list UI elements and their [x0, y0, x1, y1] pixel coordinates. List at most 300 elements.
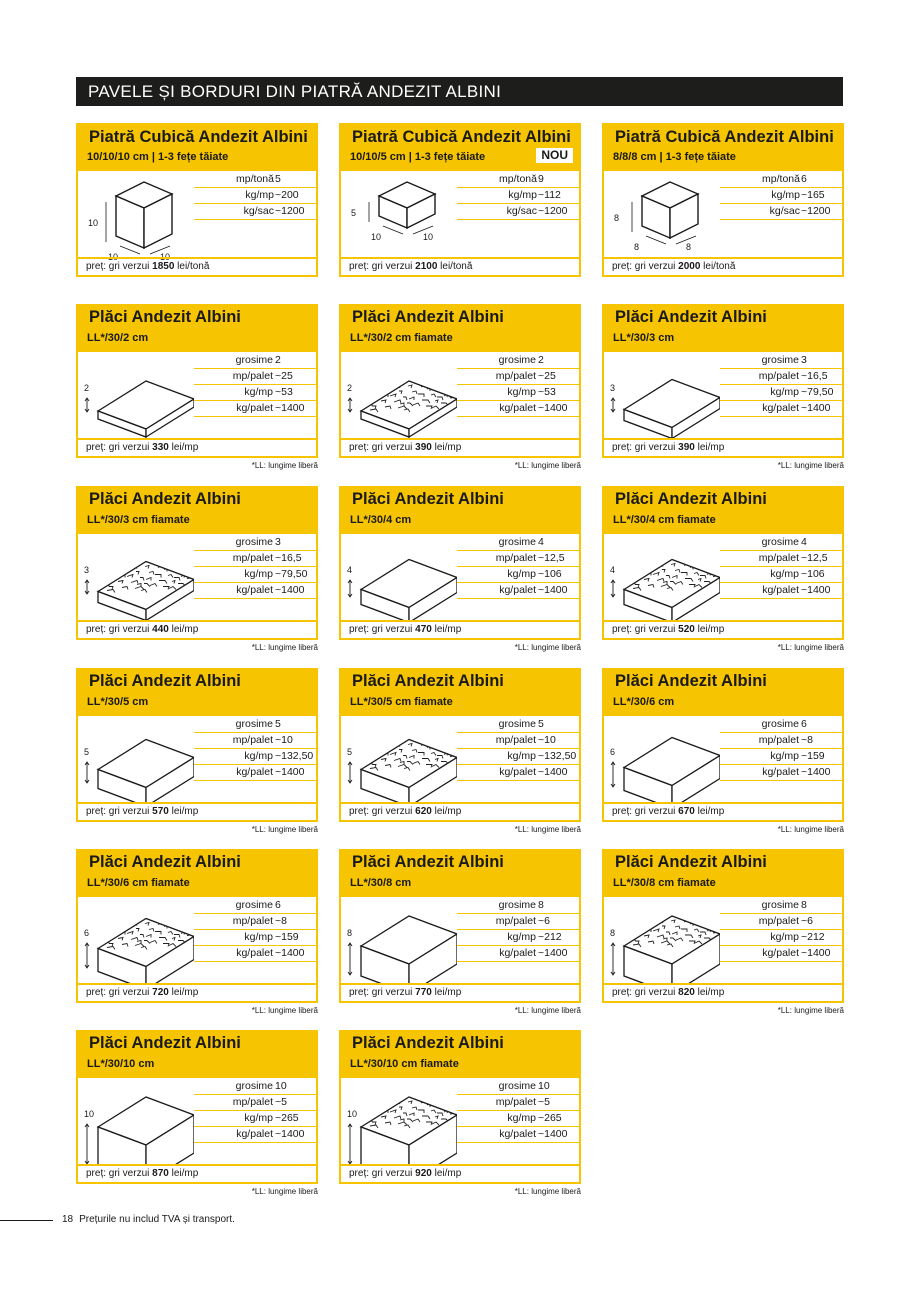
product-subtitle: 10/10/5 cm | 1-3 fețe tăiate	[350, 151, 486, 163]
dimension-height: 8	[614, 213, 620, 223]
spec-value: ~1400	[275, 766, 305, 778]
price-prefix: preț: gri verzui	[349, 806, 413, 817]
slab-drawing	[608, 353, 720, 439]
spec-value: 5	[275, 173, 281, 185]
lungime-libera-note: *LL: lungime liberă	[251, 1187, 318, 1196]
price-line	[78, 438, 316, 456]
product-title: Plăci Andezit Albini	[615, 490, 767, 508]
spec-row	[720, 535, 844, 551]
price-line	[78, 257, 316, 275]
spec-row	[720, 898, 844, 914]
price-prefix: preț: gri verzui	[349, 987, 413, 998]
textured-slab-drawing	[345, 717, 457, 803]
section-header: PAVELE ȘI BORDURI DIN PIATRĂ ANDEZIT ALBINI	[76, 77, 843, 106]
dimension-width: 10	[423, 232, 434, 242]
thickness-label: 6	[610, 747, 616, 757]
spec-row	[194, 1111, 318, 1127]
spec-row	[720, 385, 844, 401]
spec-row	[720, 749, 844, 765]
spec-value: ~1400	[538, 766, 568, 778]
spec-value: 3	[801, 354, 807, 366]
product-title: Plăci Andezit Albini	[89, 853, 241, 871]
spec-value: ~10	[275, 734, 293, 746]
spec-row	[720, 930, 844, 946]
spec-row	[194, 353, 318, 369]
spec-value: ~8	[801, 734, 813, 746]
thickness-label: 6	[84, 928, 90, 938]
spec-label: mp/palet	[758, 552, 799, 564]
thickness-label: 3	[84, 565, 90, 575]
lungime-libera-note: *LL: lungime liberă	[251, 1006, 318, 1015]
lungime-libera-note: *LL: lungime liberă	[777, 825, 844, 834]
card-header	[604, 851, 842, 897]
product-card	[76, 123, 318, 277]
spec-list	[720, 717, 844, 781]
price-value: 870	[152, 1168, 169, 1179]
price-prefix: preț: gri verzui	[612, 624, 676, 635]
spec-row	[720, 717, 844, 733]
dimension-width: 8	[686, 242, 692, 252]
product-subtitle: LL*/30/6 cm fiamate	[87, 877, 190, 889]
spec-value: 8	[801, 899, 807, 911]
spec-list	[720, 535, 844, 599]
spec-value: ~1400	[801, 766, 831, 778]
thickness-label: 3	[610, 383, 616, 393]
spec-row	[194, 385, 318, 401]
price-value: 770	[415, 987, 432, 998]
spec-list	[457, 898, 581, 962]
price-prefix: preț: gri verzui	[349, 442, 413, 453]
card-header	[604, 670, 842, 716]
spec-row	[720, 551, 844, 567]
product-title: Plăci Andezit Albini	[89, 490, 241, 508]
price-unit: lei/mp	[171, 442, 199, 453]
product-illustration	[82, 898, 194, 984]
product-card	[76, 304, 318, 458]
spec-row	[457, 733, 581, 749]
spec-value: ~159	[801, 750, 825, 762]
product-title: Plăci Andezit Albini	[352, 1034, 504, 1052]
card-header	[341, 125, 579, 171]
dimension-length: 8	[634, 242, 640, 252]
price-prefix: preț: gri verzui	[86, 806, 150, 817]
price-line	[341, 802, 579, 820]
price-unit: lei/tonă	[177, 261, 210, 272]
dimension-length: 10	[371, 232, 382, 242]
card-header	[341, 851, 579, 897]
spec-label: kg/palet	[236, 584, 273, 596]
spec-row	[457, 1111, 581, 1127]
price-unit: lei/mp	[697, 442, 725, 453]
spec-label: grosime	[235, 536, 273, 548]
spec-label: kg/palet	[236, 1128, 273, 1140]
spec-value: ~8	[275, 915, 287, 927]
spec-label: mp/tonă	[236, 173, 274, 185]
spec-list	[194, 1079, 318, 1143]
spec-label: grosime	[498, 354, 536, 366]
spec-value: ~106	[801, 568, 825, 580]
spec-value: ~5	[538, 1096, 550, 1108]
spec-row	[457, 535, 581, 551]
spec-label: kg/palet	[499, 947, 536, 959]
price-line	[604, 620, 842, 638]
spec-label: mp/palet	[232, 370, 273, 382]
price-unit: lei/mp	[171, 624, 199, 635]
price-unit: lei/mp	[434, 624, 462, 635]
product-illustration	[82, 1079, 194, 1165]
spec-label: mp/tonă	[762, 173, 800, 185]
spec-list	[457, 172, 581, 220]
spec-label: kg/palet	[762, 766, 799, 778]
spec-value: 4	[801, 536, 807, 548]
lungime-libera-note: *LL: lungime liberă	[514, 825, 581, 834]
textured-slab-drawing	[82, 535, 194, 621]
product-illustration	[82, 172, 194, 262]
spec-label: kg/mp	[507, 931, 536, 943]
price-prefix: preț: gri verzui	[612, 987, 676, 998]
price-value: 820	[678, 987, 695, 998]
spec-row	[194, 204, 318, 220]
product-title: Plăci Andezit Albini	[89, 308, 241, 326]
spec-value: ~1400	[538, 947, 568, 959]
price-unit: lei/mp	[171, 987, 199, 998]
product-illustration	[608, 535, 720, 621]
spec-list	[457, 717, 581, 781]
price-prefix: preț: gri verzui	[349, 624, 413, 635]
spec-row	[194, 172, 318, 188]
product-title: Plăci Andezit Albini	[352, 853, 504, 871]
price-line	[604, 257, 842, 275]
spec-label: kg/mp	[507, 750, 536, 762]
spec-row	[457, 204, 581, 220]
spec-row	[194, 733, 318, 749]
price-unit: lei/mp	[434, 1168, 462, 1179]
lungime-libera-note: *LL: lungime liberă	[514, 1187, 581, 1196]
spec-value: ~25	[538, 370, 556, 382]
spec-label: grosime	[761, 899, 799, 911]
spec-list	[194, 353, 318, 417]
card-header	[341, 306, 579, 352]
card-header	[341, 1032, 579, 1078]
price-value: 670	[678, 806, 695, 817]
price-value: 440	[152, 624, 169, 635]
spec-value: ~1400	[801, 584, 831, 596]
product-illustration	[345, 898, 457, 984]
price-unit: lei/mp	[697, 624, 725, 635]
spec-list	[457, 353, 581, 417]
spec-row	[457, 765, 581, 781]
product-illustration	[608, 898, 720, 984]
product-subtitle: 8/8/8 cm | 1-3 fețe tăiate	[613, 151, 736, 163]
spec-value: ~1400	[801, 947, 831, 959]
spec-row	[457, 1095, 581, 1111]
price-value: 390	[415, 442, 432, 453]
spec-value: ~79,50	[801, 386, 834, 398]
spec-value: ~132,50	[275, 750, 314, 762]
lungime-libera-note: *LL: lungime liberă	[514, 643, 581, 652]
spec-row	[457, 946, 581, 962]
price-prefix: preț: gri verzui	[86, 1168, 150, 1179]
spec-label: kg/mp	[244, 386, 273, 398]
product-title: Piatră Cubică Andezit Albini	[352, 128, 571, 146]
product-card	[339, 849, 581, 1003]
spec-value: ~25	[275, 370, 293, 382]
product-illustration	[82, 717, 194, 803]
spec-list	[194, 535, 318, 599]
spec-label: kg/palet	[499, 584, 536, 596]
product-title: Plăci Andezit Albini	[89, 1034, 241, 1052]
spec-row	[457, 583, 581, 599]
thickness-label: 8	[347, 928, 353, 938]
price-line	[341, 983, 579, 1001]
spec-row	[457, 914, 581, 930]
card-header	[78, 488, 316, 534]
spec-label: mp/palet	[232, 1096, 273, 1108]
spec-row	[720, 369, 844, 385]
thickness-label: 5	[84, 747, 90, 757]
price-value: 2000	[678, 261, 701, 272]
spec-row	[720, 172, 844, 188]
slab-drawing	[82, 1079, 194, 1165]
spec-value: ~1400	[275, 584, 305, 596]
product-subtitle: LL*/30/3 cm fiamate	[87, 514, 190, 526]
spec-label: mp/palet	[758, 734, 799, 746]
spec-row	[194, 1127, 318, 1143]
product-subtitle: LL*/30/4 cm fiamate	[613, 514, 716, 526]
thickness-label: 5	[347, 747, 353, 757]
spec-value: ~1400	[538, 584, 568, 596]
spec-list	[720, 898, 844, 962]
spec-row	[457, 369, 581, 385]
spec-value: ~6	[538, 915, 550, 927]
spec-row	[457, 749, 581, 765]
product-illustration	[345, 535, 457, 621]
product-subtitle: LL*/30/2 cm	[87, 332, 149, 344]
product-card	[339, 486, 581, 640]
spec-label: grosime	[498, 536, 536, 548]
product-card	[339, 1030, 581, 1184]
spec-value: ~16,5	[801, 370, 828, 382]
spec-value: ~79,50	[275, 568, 308, 580]
product-illustration	[82, 535, 194, 621]
thickness-label: 2	[84, 383, 90, 393]
spec-value: ~1400	[538, 402, 568, 414]
spec-label: kg/mp	[507, 568, 536, 580]
price-value: 620	[415, 806, 432, 817]
spec-value: ~1400	[801, 402, 831, 414]
spec-label: grosime	[498, 1080, 536, 1092]
spec-list	[194, 717, 318, 781]
price-prefix: preț: gri verzui	[86, 624, 150, 635]
spec-label: mp/palet	[495, 915, 536, 927]
spec-label: kg/mp	[244, 750, 273, 762]
card-header	[78, 1032, 316, 1078]
price-value: 920	[415, 1168, 432, 1179]
spec-row	[194, 535, 318, 551]
footer	[62, 1214, 235, 1225]
spec-row	[194, 717, 318, 733]
price-line	[341, 1164, 579, 1182]
cube-drawing	[345, 172, 457, 258]
product-illustration	[82, 353, 194, 439]
spec-value: 9	[538, 173, 544, 185]
spec-value: ~212	[538, 931, 562, 943]
cube-drawing	[608, 172, 720, 258]
footer-rule	[0, 1220, 53, 1221]
spec-label: kg/mp	[770, 386, 799, 398]
spec-label: kg/palet	[236, 947, 273, 959]
spec-label: grosime	[235, 354, 273, 366]
spec-row	[457, 172, 581, 188]
spec-list	[457, 1079, 581, 1143]
spec-label: kg/palet	[762, 947, 799, 959]
product-illustration	[345, 717, 457, 803]
spec-row	[720, 583, 844, 599]
spec-label: mp/palet	[232, 552, 273, 564]
product-title: Plăci Andezit Albini	[352, 672, 504, 690]
spec-row	[194, 914, 318, 930]
thickness-label: 4	[610, 565, 616, 575]
card-header	[341, 488, 579, 534]
spec-row	[720, 914, 844, 930]
spec-row	[720, 401, 844, 417]
spec-value: 10	[275, 1080, 287, 1092]
spec-label: mp/palet	[232, 734, 273, 746]
product-card	[602, 123, 844, 277]
price-unit: lei/mp	[171, 1168, 199, 1179]
price-line	[341, 438, 579, 456]
slab-drawing	[82, 717, 194, 803]
spec-label: kg/mp	[770, 931, 799, 943]
price-prefix: preț: gri verzui	[349, 261, 413, 272]
spec-value: ~16,5	[275, 552, 302, 564]
spec-row	[194, 898, 318, 914]
product-subtitle: LL*/30/5 cm fiamate	[350, 696, 453, 708]
textured-slab-drawing	[608, 898, 720, 984]
card-header	[78, 670, 316, 716]
spec-value: ~12,5	[538, 552, 565, 564]
spec-row	[194, 551, 318, 567]
card-header	[341, 670, 579, 716]
thickness-label: 8	[610, 928, 616, 938]
spec-row	[457, 567, 581, 583]
product-title: Piatră Cubică Andezit Albini	[615, 128, 834, 146]
spec-value: ~1400	[538, 1128, 568, 1140]
spec-label: grosime	[761, 718, 799, 730]
spec-label: kg/palet	[236, 402, 273, 414]
lungime-libera-note: *LL: lungime liberă	[251, 461, 318, 470]
lungime-libera-note: *LL: lungime liberă	[514, 1006, 581, 1015]
spec-value: ~165	[801, 189, 825, 201]
product-subtitle: LL*/30/10 cm fiamate	[350, 1058, 459, 1070]
spec-value: ~265	[538, 1112, 562, 1124]
spec-row	[194, 369, 318, 385]
spec-row	[720, 188, 844, 204]
spec-value: ~106	[538, 568, 562, 580]
lungime-libera-note: *LL: lungime liberă	[251, 643, 318, 652]
product-subtitle: LL*/30/10 cm	[87, 1058, 155, 1070]
spec-row	[457, 717, 581, 733]
product-subtitle: LL*/30/5 cm	[87, 696, 149, 708]
spec-value: 6	[801, 718, 807, 730]
spec-value: 5	[275, 718, 281, 730]
spec-row	[457, 188, 581, 204]
spec-list	[720, 353, 844, 417]
spec-label: kg/sac	[769, 205, 800, 217]
lungime-libera-note: *LL: lungime liberă	[777, 1006, 844, 1015]
product-card	[602, 668, 844, 822]
price-line	[341, 257, 579, 275]
price-unit: lei/mp	[434, 987, 462, 998]
spec-label: grosime	[498, 718, 536, 730]
spec-value: ~112	[538, 189, 561, 201]
price-line	[604, 983, 842, 1001]
price-line	[604, 438, 842, 456]
thickness-label: 10	[84, 1109, 95, 1119]
spec-row	[720, 204, 844, 220]
spec-label: kg/mp	[245, 189, 274, 201]
spec-label: grosime	[761, 536, 799, 548]
footer-note: Prețurile nu includ TVA și transport.	[79, 1214, 235, 1225]
price-prefix: preț: gri verzui	[86, 987, 150, 998]
spec-label: kg/sac	[243, 205, 274, 217]
spec-row	[720, 733, 844, 749]
product-title: Plăci Andezit Albini	[615, 853, 767, 871]
card-header	[604, 488, 842, 534]
price-prefix: preț: gri verzui	[612, 261, 676, 272]
spec-label: mp/palet	[758, 915, 799, 927]
thickness-label: 2	[347, 383, 353, 393]
spec-value: 5	[538, 718, 544, 730]
spec-value: ~53	[275, 386, 293, 398]
spec-label: kg/palet	[499, 1128, 536, 1140]
spec-list	[194, 172, 318, 220]
page-number: 18	[62, 1214, 74, 1225]
spec-label: mp/palet	[495, 734, 536, 746]
product-subtitle: 10/10/10 cm | 1-3 fețe tăiate	[87, 151, 229, 163]
spec-label: kg/sac	[506, 205, 537, 217]
spec-row	[194, 1095, 318, 1111]
spec-label: grosime	[761, 354, 799, 366]
spec-row	[194, 765, 318, 781]
spec-value: ~1400	[275, 947, 305, 959]
price-prefix: preț: gri verzui	[86, 261, 150, 272]
product-title: Plăci Andezit Albini	[89, 672, 241, 690]
dimension-height: 10	[88, 218, 99, 228]
spec-value: 2	[538, 354, 544, 366]
product-card	[602, 486, 844, 640]
spec-label: kg/mp	[770, 750, 799, 762]
spec-label: grosime	[498, 899, 536, 911]
spec-row	[720, 946, 844, 962]
textured-slab-drawing	[82, 898, 194, 984]
spec-value: ~1200	[538, 205, 568, 217]
price-line	[341, 620, 579, 638]
dimension-length: 10	[108, 252, 119, 262]
lungime-libera-note: *LL: lungime liberă	[777, 643, 844, 652]
product-subtitle: LL*/30/4 cm	[350, 514, 412, 526]
spec-label: grosime	[235, 899, 273, 911]
spec-label: kg/mp	[507, 386, 536, 398]
slab-drawing	[608, 717, 720, 803]
spec-label: kg/mp	[771, 189, 800, 201]
spec-value: 3	[275, 536, 281, 548]
spec-label: mp/palet	[495, 370, 536, 382]
price-unit: lei/tonă	[703, 261, 736, 272]
product-card	[76, 849, 318, 1003]
product-subtitle: LL*/30/2 cm fiamate	[350, 332, 453, 344]
spec-label: kg/palet	[762, 584, 799, 596]
